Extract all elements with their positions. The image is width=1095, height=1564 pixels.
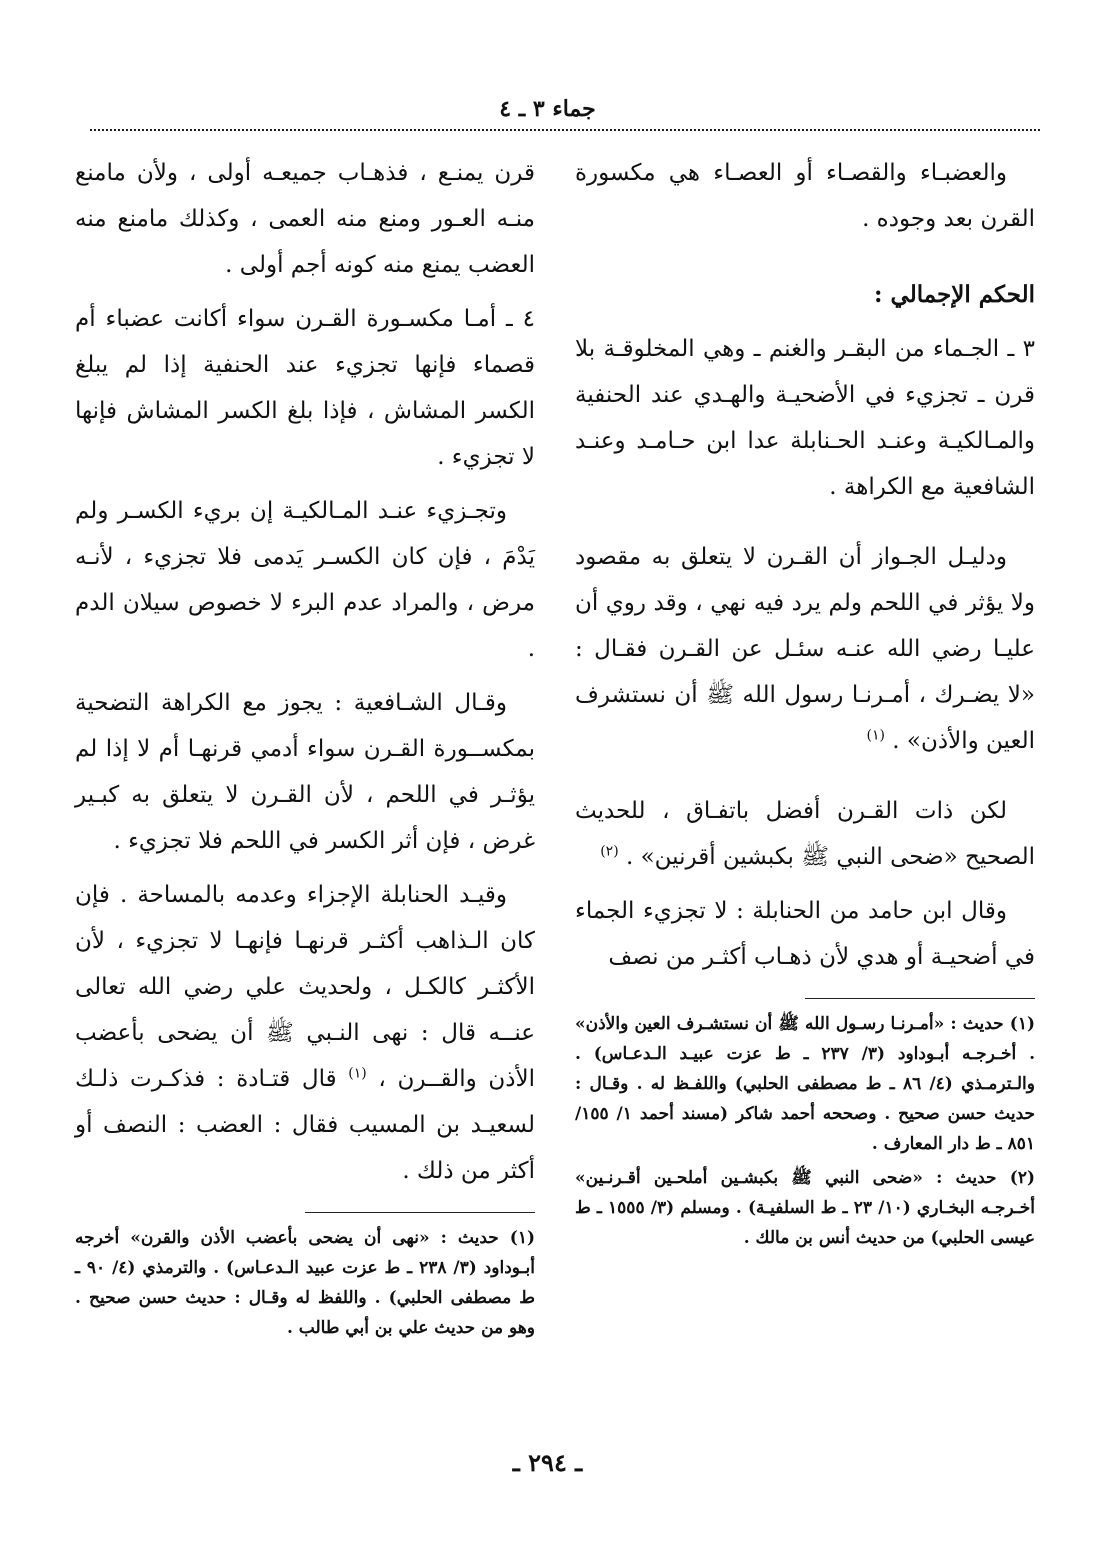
page-number: ـ ٢٩٤ ـ	[512, 1448, 583, 1477]
header-dotted-rule	[90, 129, 1040, 131]
paragraph-text: قال قتـادة : فذكـرت ذلـك لسعيـد بن المسيب فقال : العضب : النصف أو أكثر من ذلك .	[75, 1066, 535, 1184]
paragraph: وقـال الشـافعية : يجوز مع الكراهة التضحية بمكســورة القـرن سواء أدمي قرنهـا أم لا إذا لم يؤثـر في اللحم ، لأن القـرن لا يتعلق به كبـير غرض ، فإن أثر الكسر في اللحم فلا تجزيء .	[75, 690, 535, 854]
paragraph	[575, 534, 1035, 764]
paragraph	[575, 788, 1035, 880]
footnote: (١) حديث : «نهى أن يضحى بأعضب الأذن والقرن» أخرجه أبـوداود (٣/ ٢٣٨ ـ ط عزت عبيد الـدعـاس) . والترمذي (٤/ ٩٠ ـ ط مصطفى الحلبي) . واللفظ له وقـال : حديث حسن صحيح . وهو من حديث علي بن أبي طالب .	[75, 1228, 535, 1338]
paragraph: قرن يمنـع ، فذهـاب جميعـه أولى ، ولأن مامنع منـه العـور ومنع منه العمى ، وكذلك مامنع منه العضب يمنع منه كونه أجم أولى .	[75, 160, 535, 278]
paragraph	[575, 326, 1035, 510]
footnote-rule	[805, 998, 1035, 999]
footnote: (٢) حديث : «ضحى النبي ﷺ بكبشـين أملحـين أقـرنـين» أخـرجـه البخـاري (١٠/ ٢٣ ـ ط السلفيـة) . ومسلم (٣/ ١٥٥٥ ـ ط عيسى الحلبي) من حديث أنس بن مالك .	[575, 1168, 1035, 1248]
paragraph: وقال ابن حامد من الحنابلة : لا تجزيء الجماء في أضحيـة أو هدي لأن ذهـاب أكثـر من نصف	[575, 898, 1035, 970]
footnotes	[575, 1009, 1035, 1253]
paragraph: والعضبـاء والقصـاء أو العصـاء هي مكسورة القرن بعد وجوده .	[575, 160, 1035, 232]
section-heading: الحكم الإجمالي :	[874, 281, 1035, 308]
paragraph-text: وقيـد الحنابلة الإجزاء وعدمه بالمساحة . فإن كان الـذاهب أكثـر قرنهـا فإنهـا لا تجزيء ، لأن الأكثـر كالكـل ، ولحديث علي رضي الله تعالى عنــه قال : نهى النـبي ﷺ أن يضحى بأعضب الأذن والقــرن ،	[75, 882, 536, 1092]
footnote-ref: (٢)	[600, 843, 619, 860]
paragraph-text: لكن ذات القـرن أفضل باتفـاق ، للحديث الصحيح «ضحى النبي ﷺ بكبشين أقرنين» .	[575, 798, 1035, 870]
footnotes	[75, 1223, 535, 1343]
footnote-ref: (١)	[866, 727, 885, 744]
paragraph-text: ٣ ـ الجـماء من البقـر والغنم ـ وهي المخلوقـة بلا قرن ـ تجزيء في الأضحيـة والهـدي عند الحنفية والمـالكيـة وعنـد الحـنابلة عدا ابن حـامـد وعنـد الشافعية مع الكراهة .	[575, 336, 1035, 500]
paragraph: ٤ ـ أمـا مكسـورة القـرن سواء أكانت عضباء أم قصماء فإنها تجزيء عند الحنفية إذا لم يبلغ الكسر المشاش ، فإذا بلغ الكسر المشاش فإنها لا تجزيء .	[75, 306, 535, 470]
paragraph: وتجـزيء عنـد المـالكيـة إن بريء الكسـر ولم يَدْمَ ، فإن كان الكسـر يَدمى فلا تجزيء ، لأنـه مرض ، والمراد عدم البرء لا خصوص سيلان الدم .	[75, 498, 535, 662]
footnote-rule	[305, 1212, 535, 1213]
paragraph	[75, 872, 535, 1194]
footnote-ref: (١)	[348, 1065, 367, 1082]
running-header: جماء ٣ ـ ٤	[499, 96, 596, 122]
paragraph-text: ودليـل الجـواز أن القـرن لا يتعلق به مقصود ولا يؤثر في اللحم ولم يرد فيه نهي ، وقد روي أن عليـا رضي الله عنـه سئـل عن القـرن فقـال : «لا يضـرك ، أمـرنـا رسول الله ﷺ أن نستشرف العين والأذن» .	[575, 544, 1035, 754]
left-column	[75, 150, 535, 1347]
right-column	[575, 150, 1035, 1257]
footnote: (١) حديث : «أمـرنـا رسـول الله ﷺ أن نستشـرف العين والأذن» . أخـرجـه أبـوداود (٣/ ٢٣٧ ـ ط عزت عبيـد الـدعـاس) . والـترمـذي (٤/ ٨٦ ـ ط مصطفى الحلبي) واللفـظ له . وقـال : حديث حسن صحيح . وصححه أحمد شاكر (مسند أحمد ١/ ١٥٥/ ٨٥١ ـ ط دار المعارف .	[575, 1014, 1035, 1154]
